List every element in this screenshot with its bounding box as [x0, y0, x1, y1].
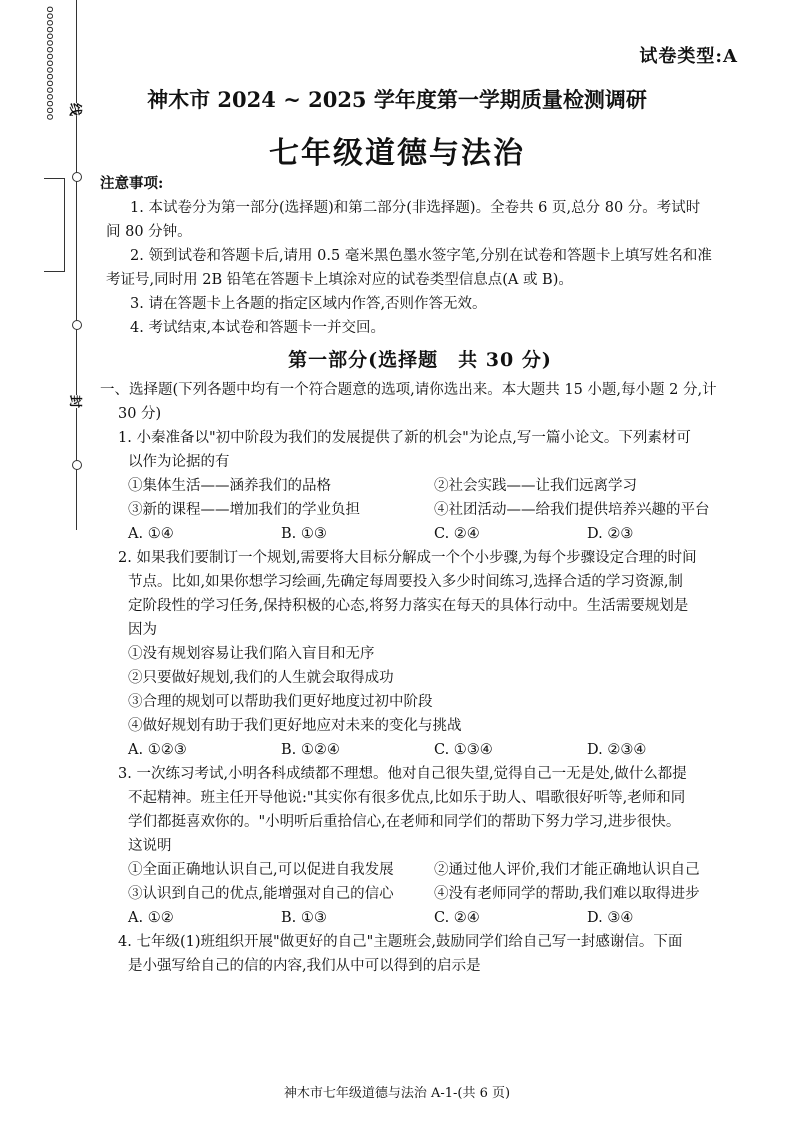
statement-option: ①全面正确地认识自己,可以促进自我发展: [128, 862, 394, 878]
option-row: [100, 474, 740, 498]
binding-dot: [72, 320, 82, 330]
binding-hole-row: ooooooooooooooooo: [44, 6, 57, 121]
choice-row: [100, 906, 740, 930]
exam-title: 神木市 2024 ~ 2025 学年度第一学期质量检测调研: [147, 87, 647, 112]
note-line: 4. 考试结束,本试卷和答题卡一并交回。: [130, 320, 386, 336]
statement-option: ③认识到自己的优点,能增强对自己的信心: [128, 886, 394, 902]
choice-b: B. ①②④: [281, 742, 340, 758]
binding-margin: [0, 0, 100, 540]
option-row: [100, 498, 740, 522]
choice-a: A. ①④: [128, 526, 174, 542]
choice-row: [100, 738, 740, 762]
question-stem: 是小强写给自己的信的内容,我们从中可以得到的启示是: [128, 958, 481, 974]
note-line: 1. 本试卷分为第一部分(选择题)和第二部分(非选择题)。全卷共 6 页,总分 80 分。考试时: [130, 200, 701, 216]
question-stem: 不起精神。班主任开导他说:"其实你有很多优点,比如乐于助人、唱歌很好听等,老师和同: [128, 790, 686, 806]
question-stem: 因为: [128, 622, 157, 638]
question-stem: 3. 一次练习考试,小明各科成绩都不理想。他对自己很失望,觉得自己一无是处,做什么都提: [118, 766, 687, 782]
question-stem: 以作为论据的有: [128, 454, 230, 470]
statement-option: ①没有规划容易让我们陷入盲目和无序: [128, 646, 375, 662]
statement-option: ④做好规划有助于我们更好地应对未来的变化与挑战: [128, 718, 462, 734]
binding-dot: [72, 172, 82, 182]
option-row: [100, 858, 740, 882]
question-stem: 节点。比如,如果你想学习绘画,先确定每周要投入多少时间练习,选择合适的学习资源,制: [128, 574, 683, 590]
choice-d: D. ②③④: [587, 742, 647, 758]
question-stem: 2. 如果我们要制订一个规划,需要将大目标分解成一个个小步骤,为每个步骤设定合理的时间: [118, 550, 697, 566]
binding-label-line: 线: [67, 103, 86, 116]
question-stem: 定阶段性的学习任务,保持积极的心态,将努力落实在每天的具体行动中。生活需要规划是: [128, 598, 689, 614]
question-1: [100, 426, 740, 546]
statement-option: ④社团活动——给我们提供培养兴趣的平台: [434, 502, 710, 518]
choice-d: D. ③④: [587, 910, 634, 926]
note-line: 3. 请在答题卡上各题的指定区域内作答,否则作答无效。: [130, 296, 487, 312]
question-stem: 1. 小秦准备以"初中阶段为我们的发展提供了新的机会"为论点,写一篇小论文。下列素材可: [118, 430, 691, 446]
statement-option: ②只要做好规划,我们的人生就会取得成功: [128, 670, 394, 686]
part-one-title: 第一部分(选择题 共 30 分): [288, 349, 552, 371]
question-stem: 学们都挺喜欢你的。"小明听后重拾信心,在老师和同学们的帮助下努力学习,进步很快。: [128, 814, 681, 830]
statement-option: ①集体生活——涵养我们的品格: [128, 478, 331, 494]
binding-label-seal: 封: [67, 395, 86, 408]
question-2: [100, 546, 740, 762]
section-heading-cont: 30 分): [118, 406, 162, 422]
choice-c: C. ①③④: [434, 742, 493, 758]
binding-dot: [72, 460, 82, 470]
choice-c: C. ②④: [434, 910, 480, 926]
choice-b: B. ①③: [281, 910, 327, 926]
statement-option: ②通过他人评价,我们才能正确地认识自己: [434, 862, 700, 878]
binding-line: [76, 0, 77, 530]
question-stem: 4. 七年级(1)班组织开展"做更好的自己"主题班会,鼓励同学们给自己写一封感谢信。下面: [118, 934, 683, 950]
note-line: 间 80 分钟。: [106, 224, 192, 240]
choice-a: A. ①②③: [128, 742, 187, 758]
choice-b: B. ①③: [281, 526, 327, 542]
notes-heading: 注意事项:: [100, 175, 164, 192]
choice-row: [100, 522, 740, 546]
exam-subject-title: 七年级道德与法治: [269, 136, 525, 171]
statement-option: ③合理的规划可以帮助我们更好地度过初中阶段: [128, 694, 433, 710]
choice-c: C. ②④: [434, 526, 480, 542]
statement-option: ③新的课程——增加我们的学业负担: [128, 502, 360, 518]
statement-option: ④没有老师同学的帮助,我们难以取得进步: [434, 886, 700, 902]
section-heading: 一、选择题(下列各题中均有一个符合题意的选项,请你选出来。本大题共 15 小题,每小题 2 分,计: [100, 382, 717, 398]
question-3: [100, 762, 740, 930]
note-line: 考证号,同时用 2B 铅笔在答题卡上填涂对应的试卷类型信息点(A 或 B)。: [106, 272, 573, 288]
paper-type-label: 试卷类型:A: [639, 46, 738, 67]
note-line: 2. 领到试卷和答题卡后,请用 0.5 毫米黑色墨水签字笔,分别在试卷和答题卡上填写姓名和准: [130, 248, 712, 264]
statement-option: ②社会实践——让我们远离学习: [434, 478, 637, 494]
question-stem: 这说明: [128, 838, 172, 854]
choice-d: D. ②③: [587, 526, 634, 542]
page-footer: 神木市七年级道德与法治 A-1-(共 6 页): [283, 1086, 511, 1101]
option-row: [100, 882, 740, 906]
binding-bracket: [44, 178, 65, 272]
choice-a: A. ①②: [128, 910, 174, 926]
question-4: [100, 930, 740, 978]
exam-content: [100, 172, 740, 978]
